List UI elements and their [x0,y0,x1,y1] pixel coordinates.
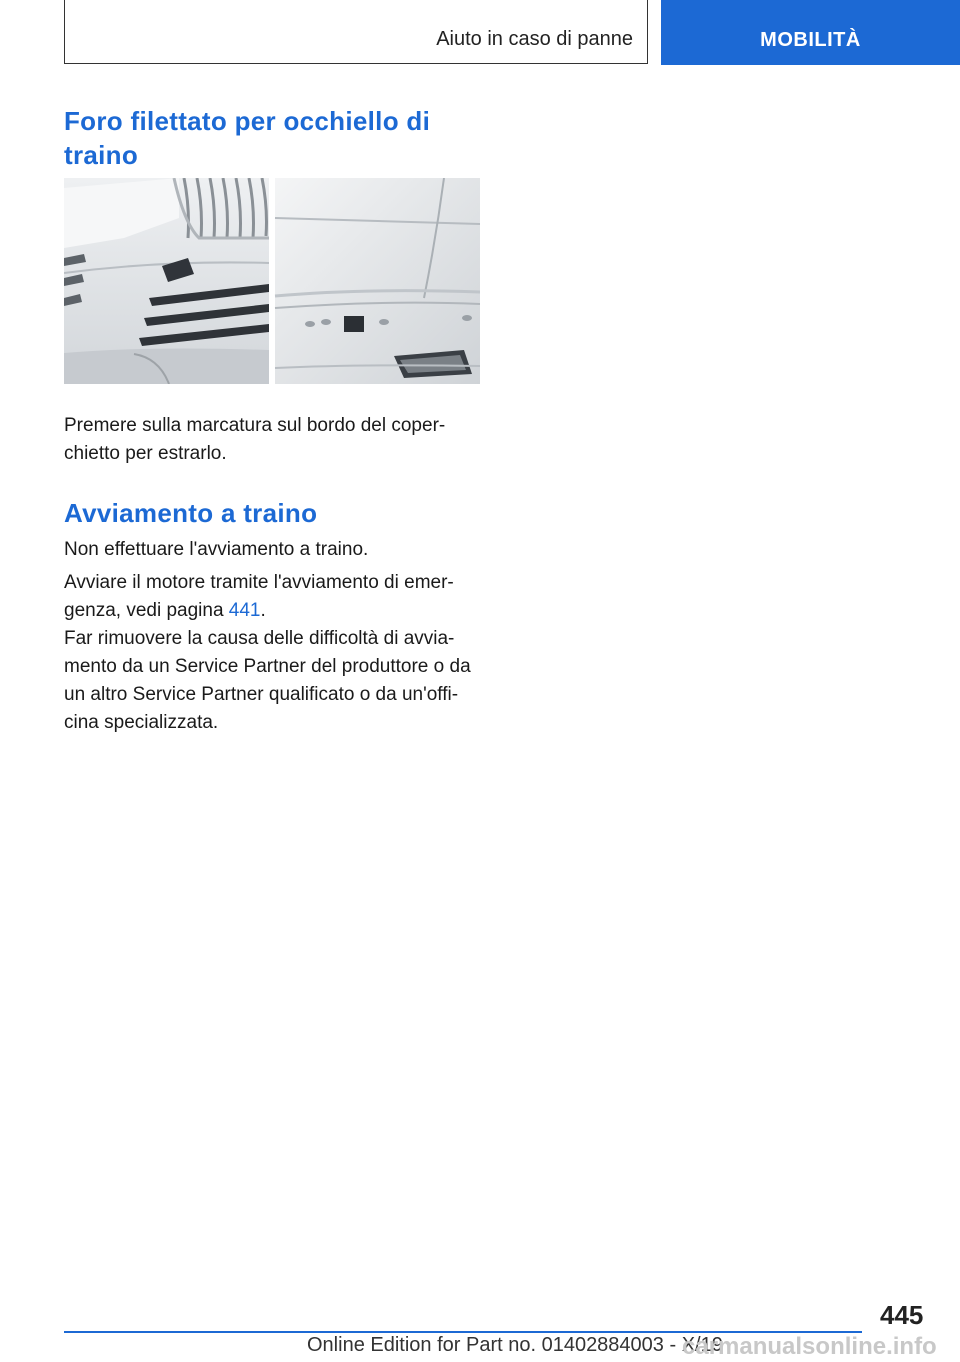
header-section-title: Aiuto in caso di panne [436,28,633,50]
tow-eye-illustration [64,178,480,384]
jump-start-text: Avviare il motore tramite l'avviamento di emer-genza, vedi pagina [64,572,454,621]
tow-start-warning: Non effettuare l'avviamento a traino. [64,539,369,560]
jump-start-paragraph [64,569,484,625]
tow-eye-instruction: Premere sulla marcatura sul bordo del coper-chietto per estrarlo. [64,415,446,464]
watermark: carmanualsonline.info [682,1333,937,1360]
jump-start-period: . [260,600,266,621]
header-chapter-tab[interactable]: MOBILITÀ [661,0,960,65]
section-title-tow-eye: Foro filettato per occhiello di traino [64,106,431,170]
page-number: 445 [880,1300,924,1330]
header-section-box [64,0,648,64]
section-title-tow-start: Avviamento a traino [64,498,318,528]
page-link-441[interactable]: 441 [228,600,261,621]
tow-eye-figure [64,178,480,384]
footer-edition: Online Edition for Part no. 01402884003 - X/19 [307,1334,723,1356]
service-partner-paragraph: Far rimuovere la causa delle difficoltà di avvia-mento da un Service Partner del produttore o da un altro Service Partner qualificato o da un'offi-cina specializzata. [64,628,471,733]
